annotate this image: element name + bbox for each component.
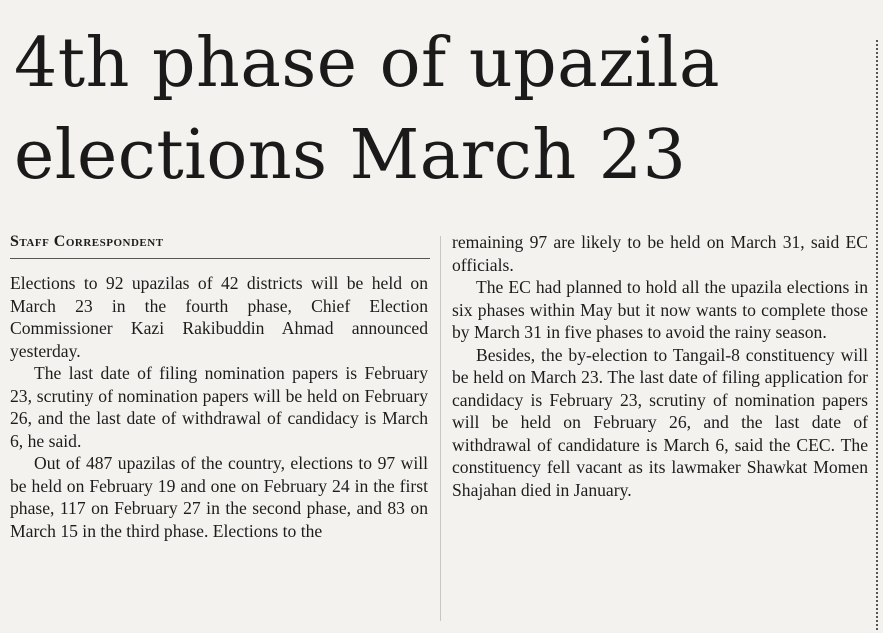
paragraph: Out of 487 upazilas of the country, elections to 97 will be held on February 19 and one on February 24 in the first phase, 117 on February 27 in the second phase, and 83 on March 15 in the third phase. Elections to the: [10, 453, 428, 541]
article-column-right: [452, 231, 868, 501]
paragraph: Elections to 92 upazilas of 42 districts will be held on March 23 in the fourth phase, Chief Election Commissioner Kazi Rakibuddin Ahmad announced yesterday.: [10, 273, 428, 361]
paragraph: The EC had planned to hold all the upazila elections in six phases within May but it now wants to complete those by March 31 in five phases to avoid the rainy season.: [452, 277, 868, 342]
paragraph: remaining 97 are likely to be held on March 31, said EC officials.: [452, 232, 868, 275]
clipping-cut-line: [876, 40, 878, 630]
article-column-left: [10, 272, 428, 542]
headline: 4th phase of upazila elections March 23: [14, 24, 721, 195]
paragraph: The last date of filing nomination papers is February 23, scrutiny of nomination papers will be held on February 26, and the last date of withdrawal of candidacy is March 6, he said.: [10, 363, 428, 451]
byline: Staff Correspondent: [10, 233, 430, 259]
paragraph: Besides, the by-election to Tangail-8 constituency will be held on March 23. The last date of filing application for candidacy is February 23, scrutiny of nomination papers will be held on February 26, and the last date of withdrawal of candidature is March 6, said the CEC. The constituency fell vacant as its lawmaker Shawkat Momen Shajahan died in January.: [452, 344, 868, 500]
column-divider: [440, 236, 441, 621]
